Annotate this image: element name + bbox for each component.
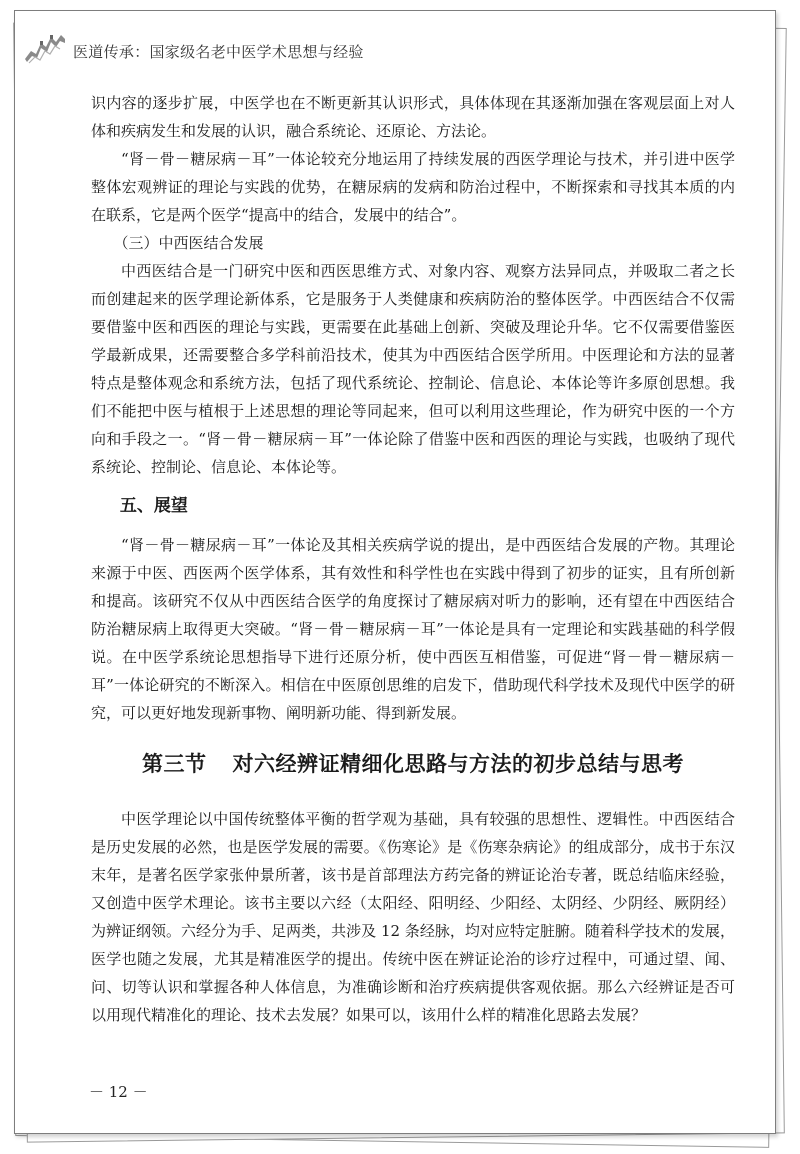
paragraph-continued: 识内容的逐步扩展，中医学也在不断更新其认识形式，具体体现在其逐渐加强在客观层面上对人体和疾病发生和发展的认识，融合系统论、还原论、方法论。: [91, 94, 735, 140]
section-title: [91, 749, 735, 779]
section-number: 第三节: [142, 751, 207, 776]
paragraph-six-meridians: 中医学理论以中国传统整体平衡的哲学观为基础，具有较强的思想性、逻辑性。中西医结合是历史发展的必然，也是医学发展的需要。《伤寒论》是《伤寒杂病论》的组成部分，成书于东汉末年，是著名医学家张仲景所著，该书是首部理法方药完备的辨证论治专著，既总结临床经验，又创造中医学术理论。该书主要以六经（太阳经、阳明经、少阳经、太阴经、少阴经、厥阴经）为辨证纲领。六经分为手、足两类，共涉及 12 条经脉，均对应特定脏腑。随着科学技术的发展，医学也随之发展，尤其是精准医学的提出。传统中医在辨证论治的诊疗过程中，可通过望、闻、问、切等认识和掌握各种人体信息，为准确诊断和治疗疾病提供客观依据。那么六经辨证是否可以用现代精准化的理论、技术去发展？如果可以，该用什么样的精准化思路去发展？: [91, 810, 735, 1024]
paragraph-integration: 中西医结合是一门研究中医和西医思维方式、对象内容、观察方法异同点，并吸取二者之长而创建起来的医学理论新体系，它是服务于人类健康和疾病防治的整体医学。中西医结合不仅需要借鉴中医和西医的理论与实践，更需要在此基础上创新、突破及理论升华。它不仅需要借鉴医学最新成果，还需要整合多学科前沿技术，使其为中西医结合医学所用。中医理论和方法的显著特点是整体观念和系统方法，包括了现代系统论、控制论、信息论、本体论等许多原创思想。我们不能把中医与植根于上述思想的理论等同起来，但可以利用这些理论，作为研究中医的一个方向和手段之一。“肾－骨－糖尿病－耳”一体论除了借鉴中医和西医的理论与实践，也吸纳了现代系统论、控制论、信息论、本体论等。: [91, 262, 735, 476]
section-title-text: 对六经辨证精细化思路与方法的初步总结与思考: [232, 751, 684, 776]
page-number: － 12 －: [89, 1083, 148, 1101]
great-wall-logo-icon: [23, 29, 67, 67]
page-body: [91, 89, 735, 1029]
heading-outlook: 五、展望: [119, 496, 188, 516]
paragraph-outlook: “肾－骨－糖尿病－耳”一体论及其相关疾病学说的提出，是中西医结合发展的产物。其理论来源于中医、西医两个医学体系，其有效性和科学性也在实践中得到了初步的证实，且有所创新和提高。该研究不仅从中西医结合医学的角度探讨了糖尿病对听力的影响，还有望在中西医结合防治糖尿病上取得更大突破。“肾－骨－糖尿病－耳”一体论是具有一定理论和实践基础的科学假说。在中医学系统论思想指导下进行还原分析，使中西医互相借鉴，可促进“肾－骨－糖尿病－耳”一体论研究的不断深入。相信在中医原创思维的启发下，借助现代科学技术及现代中医学的研究，可以更好地发现新事物、阐明新功能、得到新发展。: [91, 536, 735, 722]
subheading-integration: （三）中西医结合发展: [113, 234, 264, 252]
book-page: [14, 10, 776, 1134]
paragraph-kidney-bone-theory: “肾－骨－糖尿病－耳”一体论较充分地运用了持续发展的西医学理论与技术，并引进中医学整体宏观辨证的理论与实践的优势，在糖尿病的发病和防治过程中，不断探索和寻找其本质的内在联系，它是两个医学“提高中的结合，发展中的结合”。: [91, 150, 735, 224]
running-header: 医道传承：国家级名老中医学术思想与经验: [73, 43, 364, 61]
